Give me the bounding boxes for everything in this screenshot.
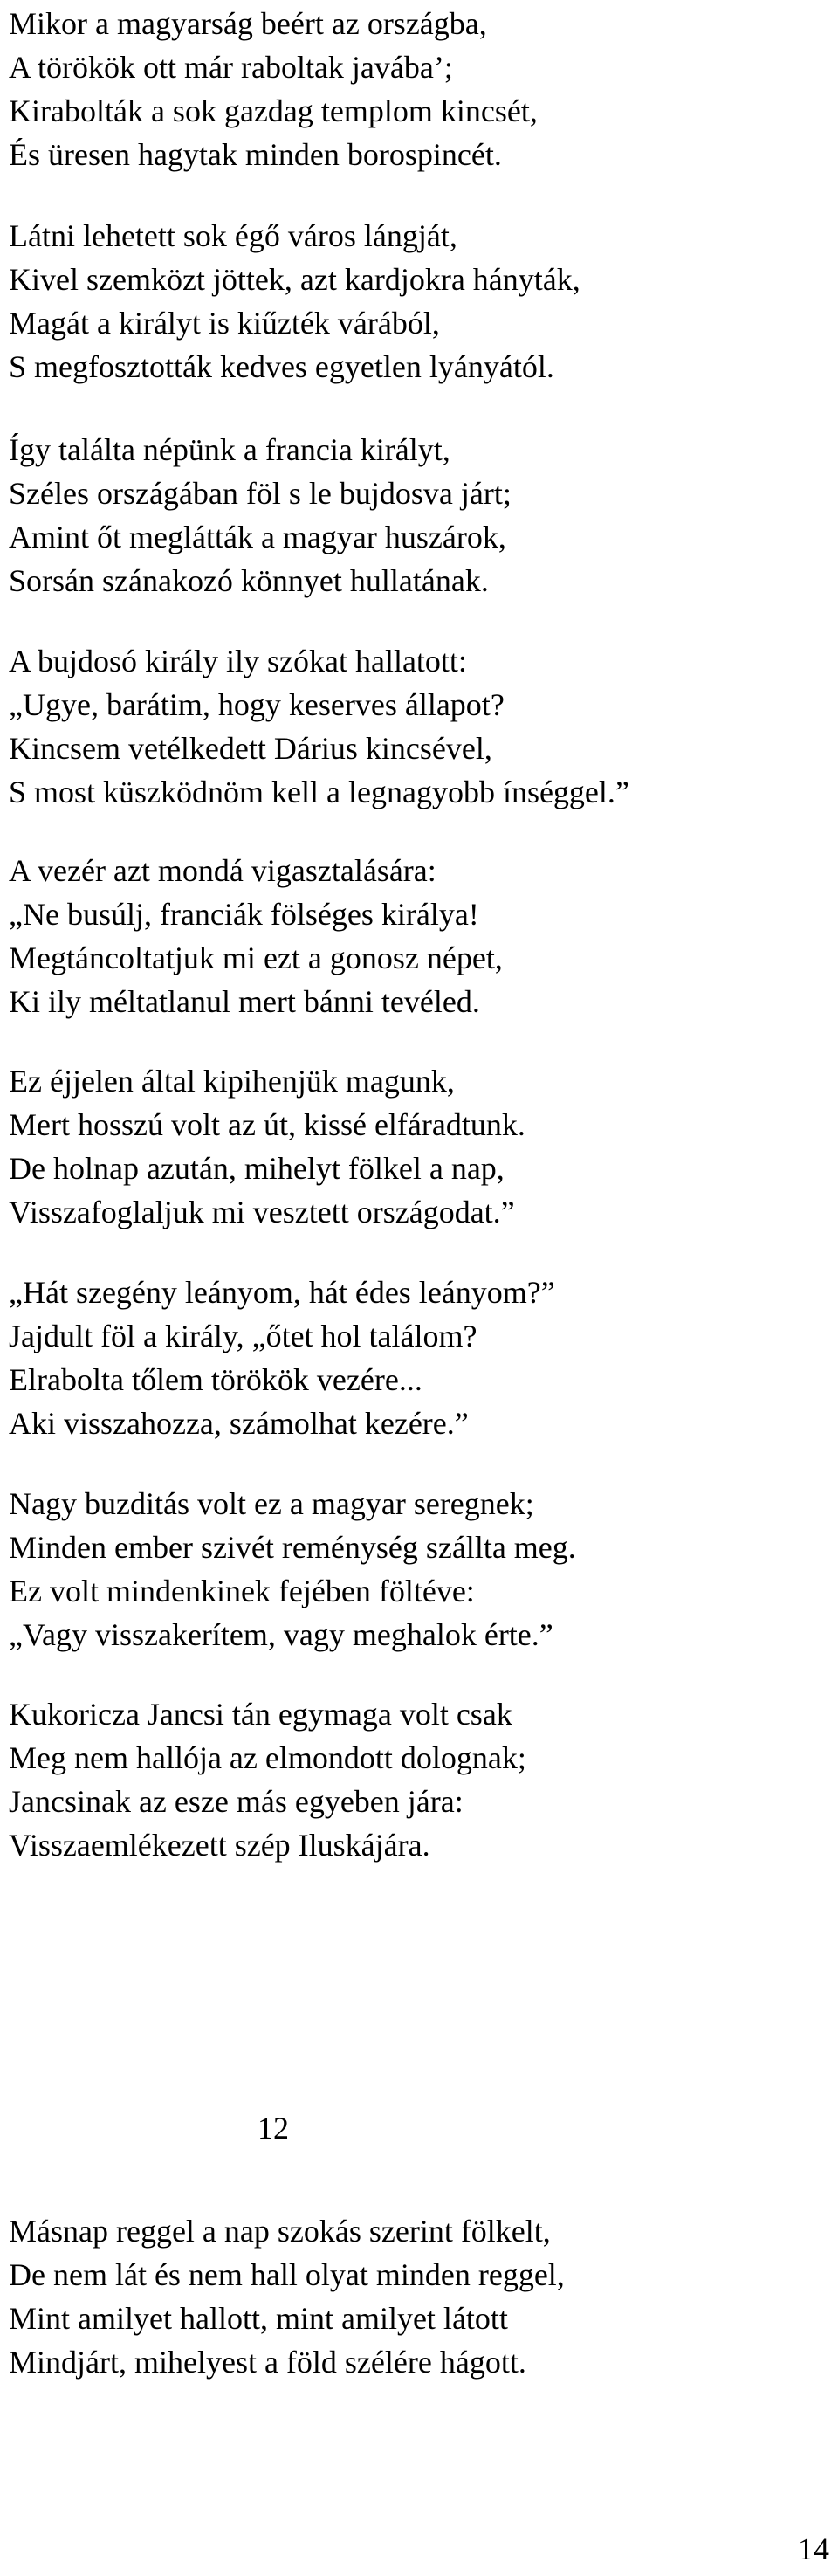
verse-line: Jajdult föl a király, „őtet hol találom? [9,1319,477,1353]
stanza-6 [9,1059,525,1234]
verse-line: Sorsán szánakozó könnyet hullatának. [9,563,489,598]
stanza-8 [9,1482,576,1656]
verse-line: Kivel szemközt jöttek, azt kardjokra hányták, [9,262,580,297]
verse-line: Mikor a magyarság beért az országba, [9,6,487,41]
verse-line: S megfosztották kedves egyetlen lyányától. [9,349,554,384]
stanza-2 [9,214,580,389]
verse-line: Kincsem vetélkedett Dárius kincsével, [9,731,492,766]
verse-line: Kirabolták a sok gazdag templom kincsét, [9,93,538,128]
verse-line: Nagy buzditás volt ez a magyar seregnek; [9,1486,534,1521]
verse-line: És üresen hagytak minden borospincét. [9,137,502,172]
verse-line: Ez éjjelen által kipihenjük magunk, [9,1064,455,1099]
verse-line: „Ugye, barátim, hogy keserves állapot? [9,687,505,722]
stanza-9 [9,1692,526,1867]
page-number: 14 [798,2531,829,2566]
verse-line: Meg nem hallója az elmondott dolognak; [9,1740,526,1775]
verse-line: Másnap reggel a nap szokás szerint fölkelt, [9,2214,551,2249]
verse-line: Aki visszahozza, számolhat kezére.” [9,1406,469,1441]
verse-line: „Ne busúlj, franciák fölséges királya! [9,897,479,932]
chapter-stanza [9,2209,829,2384]
verse-line: Látni lehetett sok égő város lángját, [9,218,457,253]
verse-line: Ki ily méltatlanul mert bánni tevéled. [9,984,480,1019]
verse-line: Jancsinak az esze más egyeben jára: [9,1784,464,1819]
stanza-4 [9,639,629,814]
stanza-1 [9,2,538,176]
verse-line: Mindjárt, mihelyest a föld szélére hágott. [9,2345,526,2380]
verse-line: „Hát szegény leányom, hát édes leányom?” [9,1275,555,1310]
verse-line: Széles országában föl s le bujdosva járt; [9,476,512,511]
verse-line: Visszafoglaljuk mi vesztett országodat.” [9,1195,515,1229]
verse-line: De holnap azután, mihelyt fölkel a nap, [9,1151,505,1186]
chapter-number: 12 [258,2111,289,2146]
stanza-5 [9,849,503,1023]
verse-line: Ez volt mindenkinek fejében föltéve: [9,1574,475,1608]
verse-line: Így találta népünk a francia királyt, [9,432,450,467]
verse-line: A törökök ott már raboltak javába’; [9,50,453,85]
verse-line: De nem lát és nem hall olyat minden reggel, [9,2257,565,2292]
verse-line: Minden ember szivét reménység szállta meg. [9,1530,576,1565]
verse-line: „Vagy visszakerítem, vagy meghalok érte.” [9,1617,553,1652]
verse-line: Elrabolta tőlem törökök vezére... [9,1362,422,1397]
verse-line: Kukoricza Jancsi tán egymaga volt csak [9,1697,512,1732]
stanza-3 [9,428,512,603]
stanza-7 [9,1271,555,1445]
verse-line: A vezér azt mondá vigasztalására: [9,853,436,888]
verse-line: Megtáncoltatjuk mi ezt a gonosz népet, [9,940,503,975]
verse-line: A bujdosó király ily szókat hallatott: [9,644,467,678]
verse-line: S most küszködnöm kell a legnagyobb ínséggel.” [9,775,629,809]
verse-line: Mert hosszú volt az út, kissé elfáradtunk. [9,1107,525,1142]
verse-line: Amint őt meglátták a magyar huszárok, [9,520,506,554]
verse-line: Magát a királyt is kiűzték várából, [9,306,440,341]
verse-line: Visszaemlékezett szép Iluskájára. [9,1828,430,1863]
verse-line: Mint amilyet hallott, mint amilyet látott [9,2301,508,2336]
